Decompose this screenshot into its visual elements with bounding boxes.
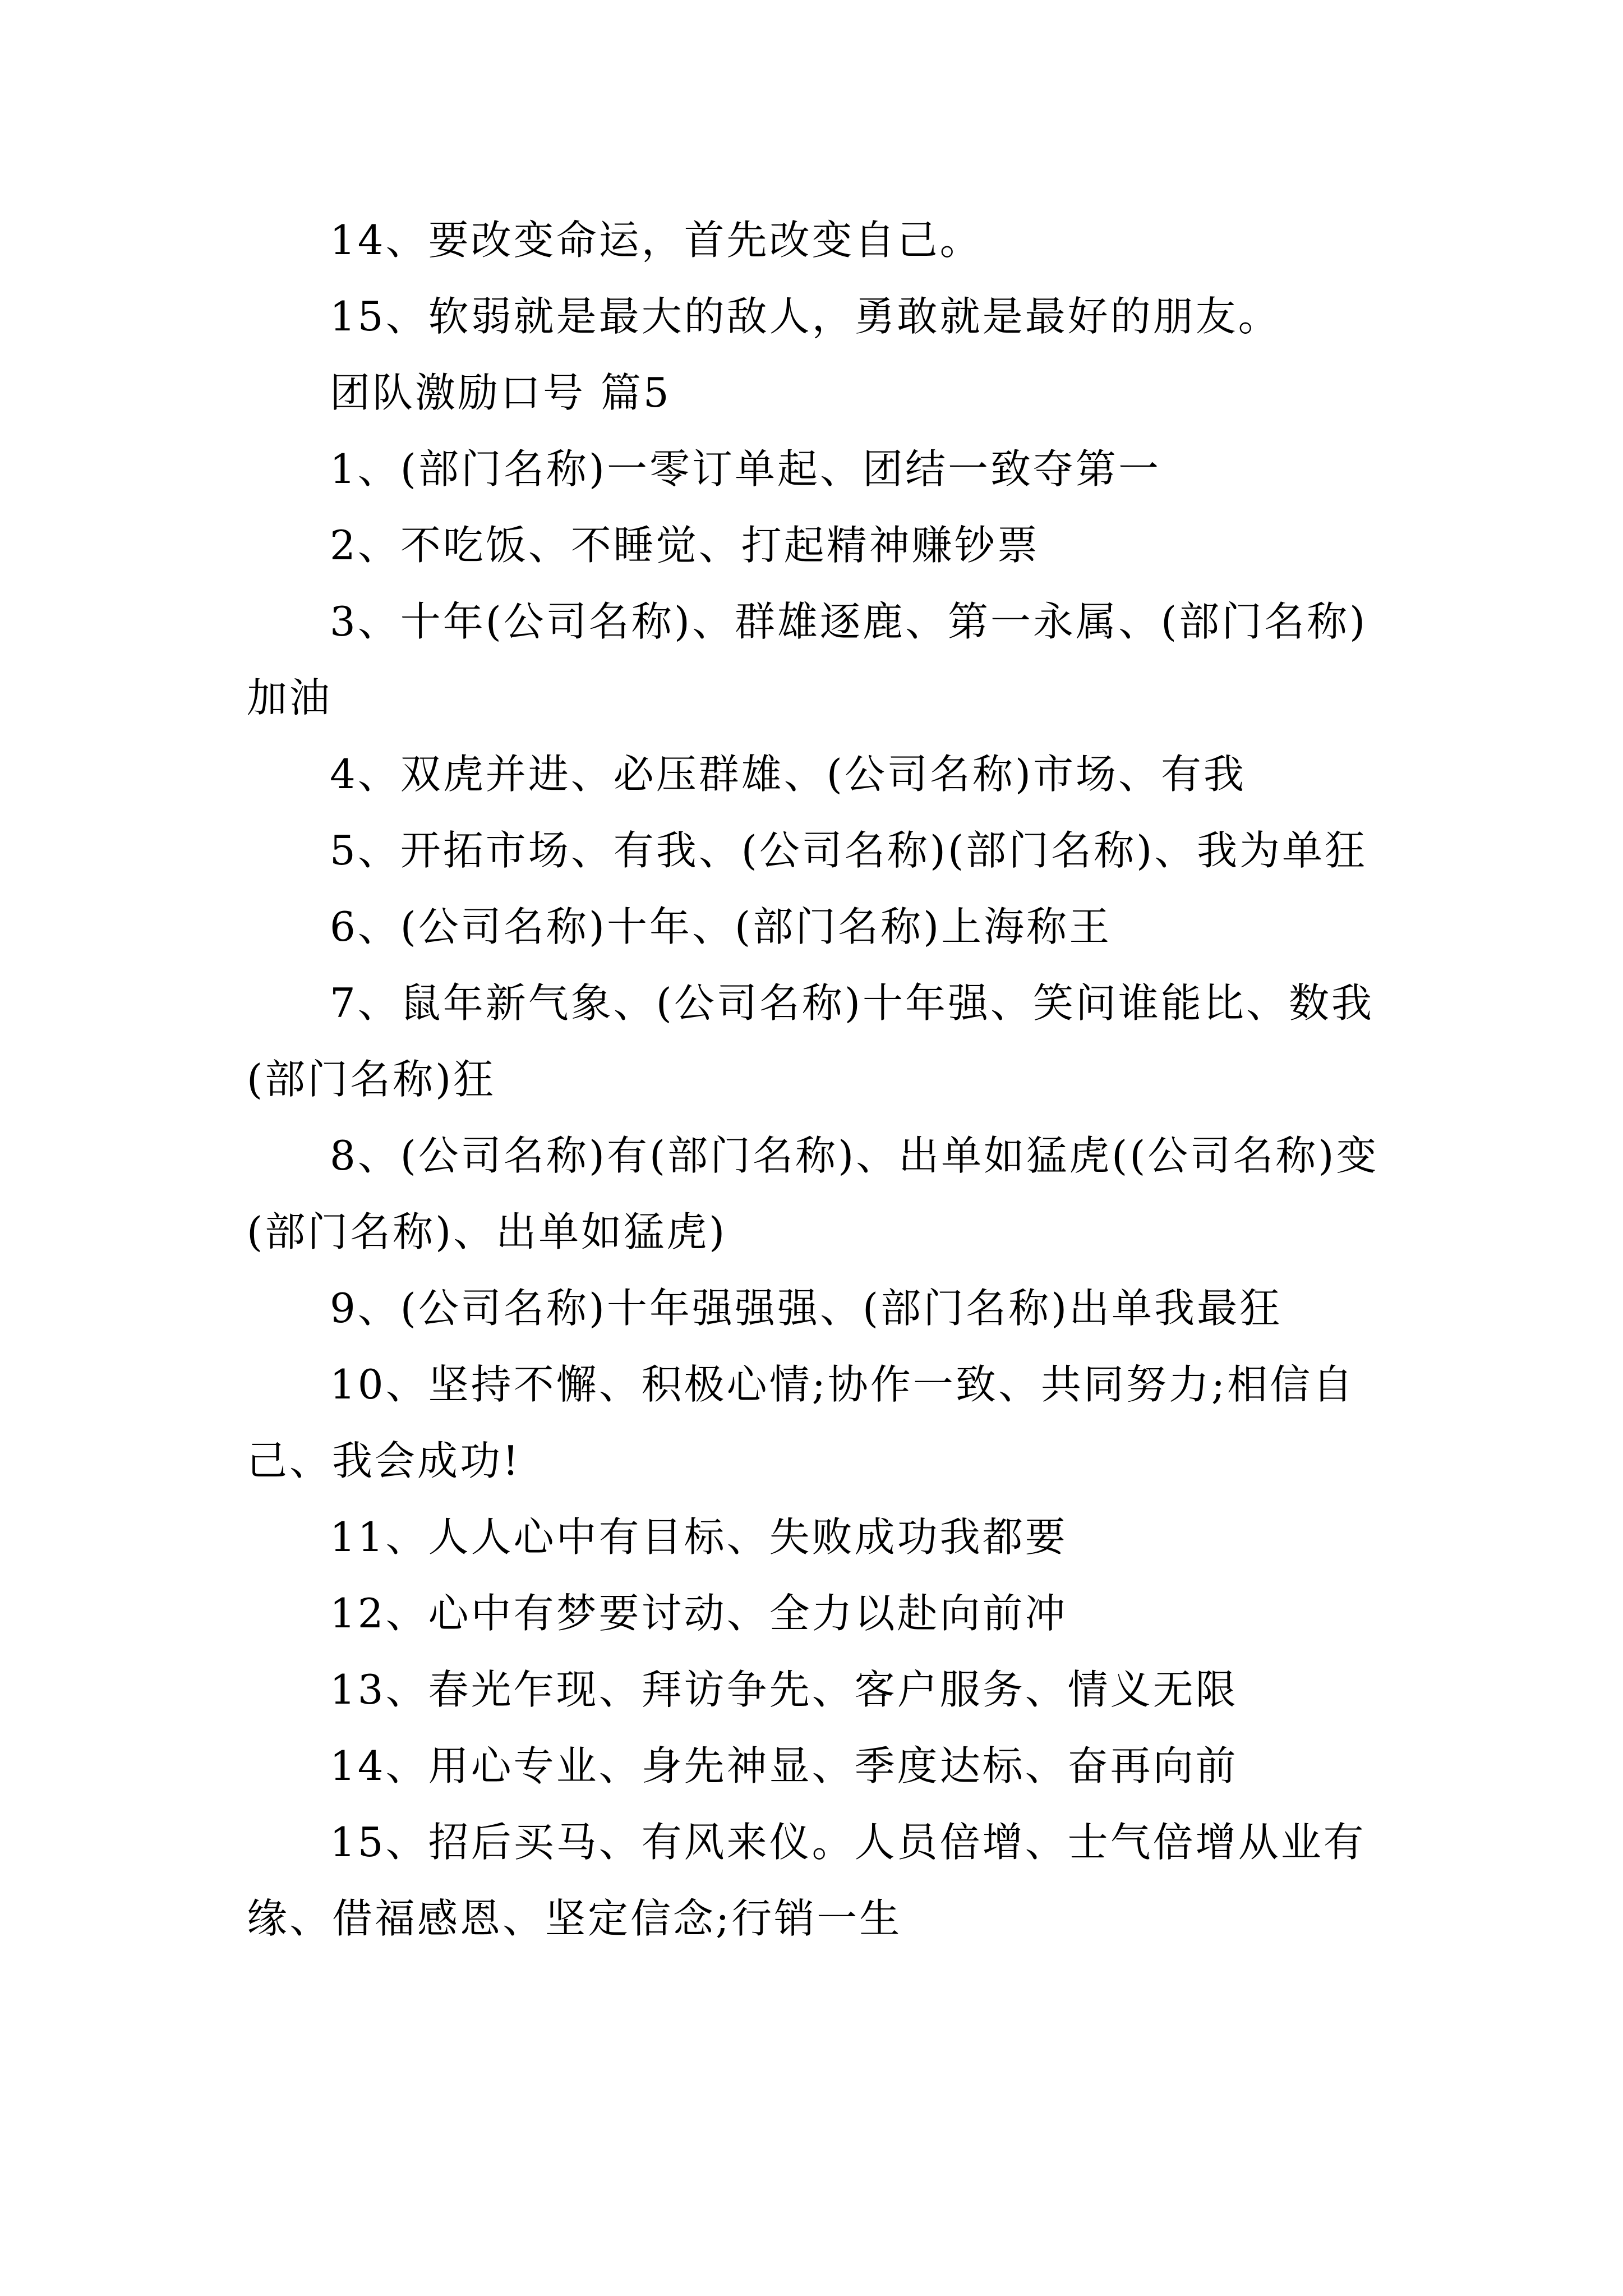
- slogan-item: 14、用心专业、身先神显、季度达标、奋再向前: [330, 1742, 1238, 1789]
- slogan-item: 9、(公司名称)十年强强强、(部门名称)出单我最狂: [330, 1285, 1283, 1332]
- slogan-item: 6、(公司名称)十年、(部门名称)上海称王: [330, 903, 1112, 950]
- slogan-item: 8、(公司名称)有(部门名称)、出单如猛虎((公司名称)变(部门名称)、出单如猛虎): [247, 1132, 1379, 1255]
- slogan-item: 13、春光乍现、拜访争先、客户服务、情义无限: [330, 1666, 1238, 1713]
- slogan-item: 11、人人心中有目标、失败成功我都要: [330, 1513, 1068, 1561]
- slogan-item: 3、十年(公司名称)、群雄逐鹿、第一永属、(部门名称)加油: [247, 598, 1368, 721]
- slogan-item: 2、不吃饭、不睡觉、打起精神赚钞票: [330, 522, 1040, 569]
- slogan-item: 4、双虎并进、必压群雄、(公司名称)市场、有我: [330, 751, 1246, 798]
- slogan-item: 5、开拓市场、有我、(公司名称)(部门名称)、我为单狂: [330, 827, 1368, 874]
- document-body: [247, 202, 1380, 1957]
- section-heading: 团队激励口号 篇5: [330, 369, 671, 416]
- slogan-item: 15、招后买马、有风来仪。人员倍增、士气倍增从业有缘、借福感恩、坚定信念;行销一生: [247, 1819, 1366, 1942]
- slogan-item: 10、坚持不懈、积极心情;协作一致、共同努力;相信自己、我会成功!: [247, 1361, 1355, 1484]
- paragraph: 15、软弱就是最大的敌人，勇敢就是最好的朋友。: [330, 293, 1281, 340]
- slogan-item: 7、鼠年新气象、(公司名称)十年强、笑问谁能比、数我(部门名称)狂: [247, 979, 1374, 1103]
- slogan-item: 1、(部门名称)一零订单起、团结一致夺第一: [330, 445, 1161, 493]
- paragraph: 14、要改变命运，首先改变自己。: [330, 217, 983, 264]
- slogan-item: 12、心中有梦要讨动、全力以赴向前冲: [330, 1590, 1068, 1637]
